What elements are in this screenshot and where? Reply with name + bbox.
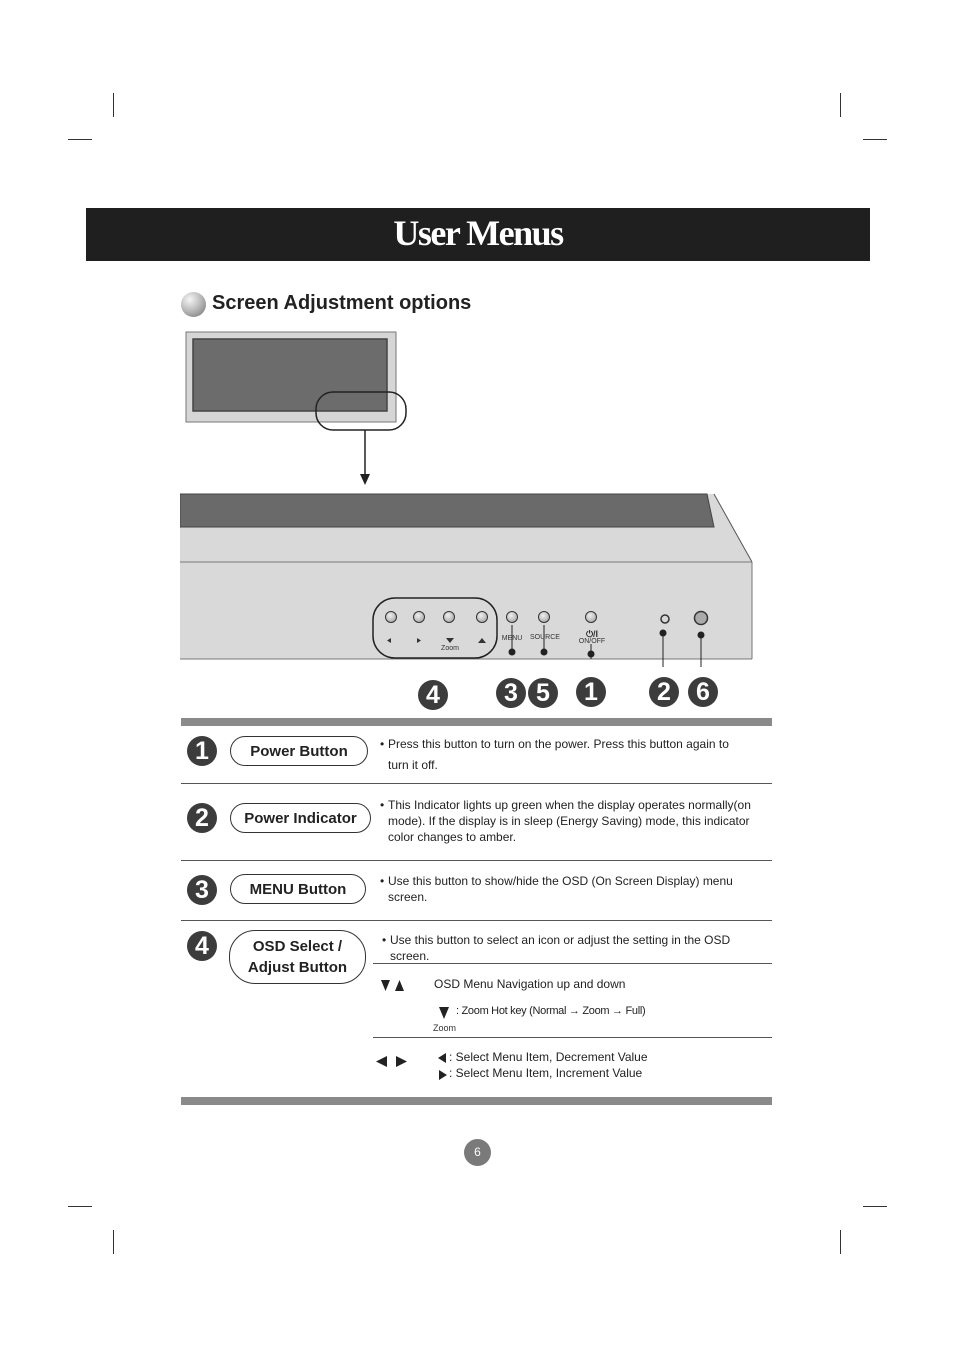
up-button[interactable]	[476, 611, 488, 623]
menu-button-label: MENU Button	[230, 874, 366, 904]
row-divider	[181, 783, 772, 784]
monitor-thumbnail-illustration	[180, 325, 420, 490]
osd-select-description: • Use this button to select an icon or adjust the setting in the OSD screen.	[382, 933, 731, 963]
down-arrow-icon	[438, 1006, 450, 1020]
table-bottom-rule	[181, 1097, 772, 1105]
item-number: 1	[187, 736, 217, 766]
callout-2: 2	[649, 677, 679, 707]
left-text: : Select Menu Item, Decrement Value	[449, 1050, 648, 1064]
row-divider	[181, 920, 772, 921]
callout-1: 1	[576, 677, 606, 707]
row-divider	[181, 860, 772, 861]
source-label: SOURCE	[530, 634, 560, 641]
crop-mark	[68, 139, 92, 140]
page-title: User Menus	[393, 213, 563, 253]
crop-mark	[113, 1230, 114, 1254]
source-button[interactable]	[538, 611, 550, 623]
power-indicator-label: Power Indicator	[230, 803, 371, 833]
front-panel-illustration	[180, 492, 760, 667]
sub-divider	[373, 1037, 772, 1038]
crop-mark	[863, 139, 887, 140]
left-arrow-icon	[437, 1052, 447, 1064]
page-number: 6	[464, 1139, 491, 1166]
onoff-label: ON/OFF	[578, 638, 606, 645]
power-button-description-2: turn it off.	[388, 758, 438, 772]
power-button[interactable]	[585, 611, 597, 623]
section-title: Screen Adjustment options	[212, 292, 472, 314]
callout-3: 3	[496, 678, 526, 708]
down-button[interactable]	[443, 611, 455, 623]
power-button-label: Power Button	[230, 736, 368, 766]
left-right-arrows-icon	[375, 1055, 409, 1069]
item-number: 2	[187, 803, 217, 833]
callout-6: 6	[688, 677, 718, 707]
item-number: 3	[187, 875, 217, 905]
table-top-rule	[181, 718, 772, 726]
power-button-description: • Press this button to turn on the power. Press this button again to	[380, 737, 729, 751]
crop-mark	[840, 1230, 841, 1254]
right-text: : Select Menu Item, Increment Value	[449, 1066, 643, 1080]
menu-label: MENU	[501, 635, 523, 642]
right-button[interactable]	[413, 611, 425, 623]
crop-mark	[113, 93, 114, 117]
osd-select-label: OSD Select / Adjust Button	[229, 930, 366, 984]
menu-button[interactable]	[506, 611, 518, 623]
zoom-caption: Zoom	[433, 1023, 457, 1033]
callout-5: 5	[528, 678, 558, 708]
sub-divider	[373, 963, 772, 964]
power-indicator-description: • This Indicator lights up green when the display operates normally(on mode). If the display is in sleep (Energy Saving) mode, this indicator color changes to amber.	[380, 798, 751, 844]
callout-4: 4	[418, 680, 448, 710]
title-banner	[86, 208, 870, 261]
crop-mark	[840, 93, 841, 117]
right-arrow-icon	[438, 1069, 448, 1081]
power-symbol-icon: ⏻/I	[585, 629, 599, 639]
crop-mark	[68, 1206, 92, 1207]
zoom-hotkey-text: : Zoom Hot key (Normal → Zoom → Full)	[456, 1005, 646, 1017]
menu-button-description: • Use this button to show/hide the OSD (On Screen Display) menu screen.	[380, 874, 733, 904]
left-button[interactable]	[385, 611, 397, 623]
crop-mark	[863, 1206, 887, 1207]
zoom-label: Zoom	[441, 645, 459, 652]
item-number: 4	[187, 931, 217, 961]
updown-text: OSD Menu Navigation up and down	[434, 977, 626, 991]
down-up-arrows-icon	[380, 979, 406, 993]
section-bullet-icon	[181, 292, 206, 317]
